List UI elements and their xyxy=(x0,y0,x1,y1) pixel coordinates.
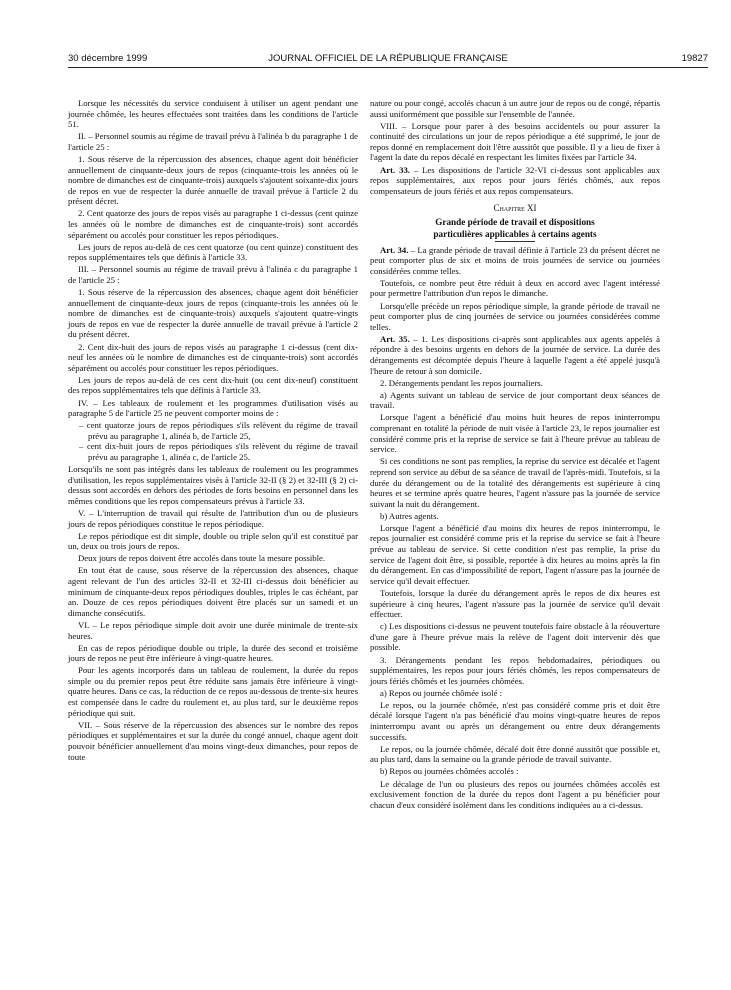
paragraph: Lorsque les nécessités du service conduisent à utiliser un agent pendant une journée chômée, les heures effectuées sont traitées dans les conditions de l'article 51. xyxy=(68,98,358,130)
paragraph: Lorsqu'elle précède un repos périodique simple, la grande période de travail ne peut comporter plus de cinq journées de service ou journées considérées comme telles. xyxy=(370,300,660,332)
paragraph: nature ou pour congé, accolés chacun à un autre jour de repos ou de congé, répartis aussi uniformément que possible sur l'ensemble de l'année. xyxy=(370,98,660,119)
paragraph: 1. Sous réserve de la répercussion des absences, chaque agent doit bénéficier annuellement de cinquante-deux jours de repos (cinquante-trois les années où le nombre de dimanches est de cinquante-trois) auxquels s'ajoutent quatre-vingts jours de repos en vue de respecter la durée annuelle de travail prévue à l'article 2 du présent décret. xyxy=(68,287,358,340)
article-text: – Les dispositions de l'article 32-VI ci-dessus sont applicables aux repos supplémentaires, aux repos pour jours fériés chômés, aux repos compensateurs de jours fériés et aux repos compensateurs. xyxy=(370,164,660,196)
article-34 xyxy=(370,245,660,277)
paragraph: En cas de repos périodique double ou triple, la durée des second et troisième jours de repos ne peut être inférieure à vingt-quatre heures. xyxy=(68,642,358,664)
paragraph: V. – L'interruption de travail qui résulte de l'attribution d'un ou de plusieurs jours de repos périodiques constitue le repos périodique. xyxy=(68,507,358,529)
paragraph: Le repos périodique est dit simple, double ou triple selon qu'il est constitué par un, deux ou trois jours de repos. xyxy=(68,530,358,552)
paragraph: 2. Dérangements pendant les repos journaliers. xyxy=(380,377,543,388)
paragraph: Toutefois, ce nombre peut être réduit à deux en accord avec l'agent intéressé pour permettre l'attribution d'un repos le dimanche. xyxy=(370,277,660,299)
paragraph: VIII. – Lorsque pour parer à des besoins accidentels ou pour assurer la continuité des circulations un jour de repos périodique a été supprimé, le jour de repos donné en remplacement doit l'être aussitôt que possible. Il y a lieu de fixer à l'agent la date du repos décalé en respectant les limites fixées par l'article 34. xyxy=(370,120,660,163)
paragraph: VI. – Le repos périodique simple doit avoir une durée minimale de trente-six heures. xyxy=(68,619,358,641)
article-text: – La grande période de travail définie à l'article 23 du présent décret ne peut comporter plus de six et moins de trois journées de service ou journées considérées comme telles. xyxy=(370,244,660,276)
paragraph: Les jours de repos au-delà de ces cent dix-huit (ou cent dix-neuf) constituent des repos supplémentaires tels que définis à l'article 33. xyxy=(68,374,358,396)
chapter-title-line-2: particulières applicables à certains agents xyxy=(433,228,597,239)
paragraph: Les jours de repos au-delà de ces cent quatorze (ou cent quinze) constituent des repos supplémentaires tels que définis à l'article 33. xyxy=(68,241,358,263)
paragraph: b) Autres agents. xyxy=(380,510,439,521)
article-label: Art. 35. xyxy=(380,333,410,344)
list-item: – cent dix-huit jours de repos périodiques s'ils relèvent du régime de travail prévu au paragraphe 1, alinéa c, de l'article 25. xyxy=(79,441,358,462)
header-rule xyxy=(68,67,708,68)
paragraph: II. – Personnel soumis au régime de travail prévu à l'alinéa b du paragraphe 1 de l'article 25 : xyxy=(68,131,358,152)
paragraph: Pour les agents incorporés dans un tableau de roulement, la durée du repos simple ou du premier repos peut être réduite sans jamais être inférieure à vingt-quatre heures. Dans ce cas, la réduction de ce repos au-dessous de trente-six heures est compensée dans le cadre du roulement et, au plus tard, sur le deuxième repos périodique qui suit. xyxy=(68,665,358,718)
paragraph: Le repos, ou la journée chômée, décalé doit être donné aussitôt que possible et, au plus tard, dans la semaine ou la grande période de travail suivante. xyxy=(370,743,660,765)
header-journal-title: JOURNAL OFFICIEL DE LA RÉPUBLIQUE FRANÇAISE xyxy=(268,53,508,64)
chapter-heading: Chapitre XI xyxy=(493,203,537,214)
paragraph: b) Repos ou journées chômées accolés : xyxy=(380,766,519,777)
article-label: Art. 33. xyxy=(380,164,410,175)
paragraph: Le décalage de l'un ou plusieurs des repos ou journées chômées accolés est exclusivement fonction de la durée du repos dont l'agent a pu bénéficier pour chacun d'eux considéré isolément dans les conditions indiquées au a ci-dessus. xyxy=(370,778,660,810)
paragraph: Lorsque l'agent a bénéficié d'au moins dix heures de repos ininterrompu, le repos journalier est considéré comme pris et la reprise du service se fait à l'heure prévue au tableau de service. Si cette condition n'est pas remplie, la prise du service de l'agent doit être, si possible, reportée à dix heures au moins après la fin du dérangement. En cas d'impossibilité de report, l'agent n'assure pas la journée de service qu'il devait effectuer. xyxy=(370,522,660,586)
paragraph: 3. Dérangements pendant les repos hebdomadaires, périodiques ou supplémentaires, les repos pour jours fériés chômés, les repos compensateurs de jours fériés chômés et les journées chômées. xyxy=(370,654,660,686)
paragraph: Si ces conditions ne sont pas remplies, la reprise du service est décalée et l'agent reprend son service au début de sa séance de travail de l'après-midi. Toutefois, si la durée du dérangement ou de la totalité des dérangements est supérieure à cinq heures et se termine après quatre heures, l'agent n'assure pas la journée de service suivant la nuit du dérangement. xyxy=(370,456,660,509)
paragraph: 2. Cent dix-huit des jours de repos visés au paragraphe 1 ci-dessus (cent dix-neuf les années où le nombre de dimanches est de cinquante-trois) sont accordés séparément ou accolés pour constituer les repos périodiques. xyxy=(68,341,358,373)
list-item: – cent quatorze jours de repos périodiques s'ils relèvent du régime de travail prévu au paragraphe 1, alinéa b, de l'article 25, xyxy=(79,420,358,441)
article-35 xyxy=(370,334,660,376)
paragraph: Toutefois, lorsque la durée du dérangement après le repos de dix heures est supérieure à cinq heures, l'agent n'assure pas la journée de service qu'il devait effectuer. xyxy=(370,587,660,620)
right-column xyxy=(370,98,660,812)
header-date: 30 décembre 1999 xyxy=(68,53,148,64)
bullet-list xyxy=(78,420,358,462)
paragraph: a) Repos ou journée chômée isolé : xyxy=(380,687,503,698)
chapter-title-line-1: Grande période de travail et dispositions xyxy=(435,216,595,227)
paragraph: c) Les dispositions ci-dessus ne peuvent toutefois faire obstacle à la réouverture d'une gare à l'heure prévue mais la relève de l'agent doit intervenir dès que possible. xyxy=(370,621,660,653)
paragraph: 2. Cent quatorze des jours de repos visés au paragraphe 1 ci-dessus (cent quinze les années où le nombre de dimanches est de cinquante-trois) sont accordés séparément ou accolés pour constituer les repos périodiques. xyxy=(68,208,358,240)
paragraph: En tout état de cause, sous réserve de la répercussion des absences, chaque agent relevant de l'un des articles 32-II et 32-III ci-dessus doit bénéficier au minimum de cinquante-deux repos périodiques doubles, triples le cas échéant, par an. Douze de ces repos périodiques doivent être placés sur un samedi et un dimanche consécutifs. xyxy=(68,565,358,618)
article-text: – 1. Les dispositions ci-après sont applicables aux agents appelés à répondre à des besoins urgents en dehors de la journée de service. La durée des dérangements est décomptée depuis l'heure à laquelle l'agent a été appelé jusqu'à l'heure de retour à son domicile. xyxy=(370,333,660,376)
article-33 xyxy=(370,165,660,197)
chapter-divider xyxy=(495,241,535,242)
paragraph: Le repos, ou la journée chômée, n'est pas considéré comme pris et doit être décalé lorsque l'agent n'a pas bénéficié d'au moins vingt-quatre heures de repos ininterrompu avant ou après un dérangement ou entre deux dérangements successifs. xyxy=(370,699,660,742)
paragraph: a) Agents suivant un tableau de service de jour comportant deux séances de travail. xyxy=(370,389,660,411)
article-label: Art. 34. xyxy=(380,244,409,255)
paragraph: III. – Personnel soumis au régime de travail prévu à l'alinéa c du paragraphe 1 de l'article 25 : xyxy=(68,264,358,285)
header-page-number: 19827 xyxy=(681,53,708,64)
paragraph: Deux jours de repos doivent être accolés dans toute la mesure possible. xyxy=(78,553,326,564)
paragraph: IV. – Les tableaux de roulement et les programmes d'utilisation visés au paragraphe 5 de l'article 25 ne peuvent comporter moins de : xyxy=(68,397,358,419)
page-header xyxy=(68,53,708,67)
paragraph: VII. – Sous réserve de la répercussion des absences sur le nombre des repos périodiques et supplémentaires et sur la durée du congé annuel, chaque agent doit pouvoir bénéficier annuellement d'au moins vingt-deux dimanches, pour repos de toute xyxy=(68,719,358,762)
paragraph: Lorsque l'agent a bénéficié d'au moins huit heures de repos ininterrompu comprenant en totalité la période de nuit visée à l'article 23, le repos journalier est considéré comme pris et la reprise de service se fait à l'heure prévue au tableau de service. xyxy=(370,412,660,455)
paragraph: 1. Sous réserve de la répercussion des absences, chaque agent doit bénéficier annuellement de cinquante-deux jours de repos (cinquante-trois les années où le nombre de dimanches est de cinquante-trois) auxquels s'ajoutent soixante-dix jours de repos en vue de respecter la durée annuelle de travail prévue à l'article 2 du présent décret. xyxy=(68,153,358,207)
left-column xyxy=(68,98,358,764)
paragraph: Lorsqu'ils ne sont pas intégrés dans les tableaux de roulement ou les programmes d'utilisation, les repos supplémentaires visés à l'article 32-II (§ 2) et 32-III (§ 2) ci-dessus sont accordés en dehors des périodes de forts besoins en personnel dans les mêmes conditions que les repos compensateurs prévus à l'article 33. xyxy=(68,464,358,506)
